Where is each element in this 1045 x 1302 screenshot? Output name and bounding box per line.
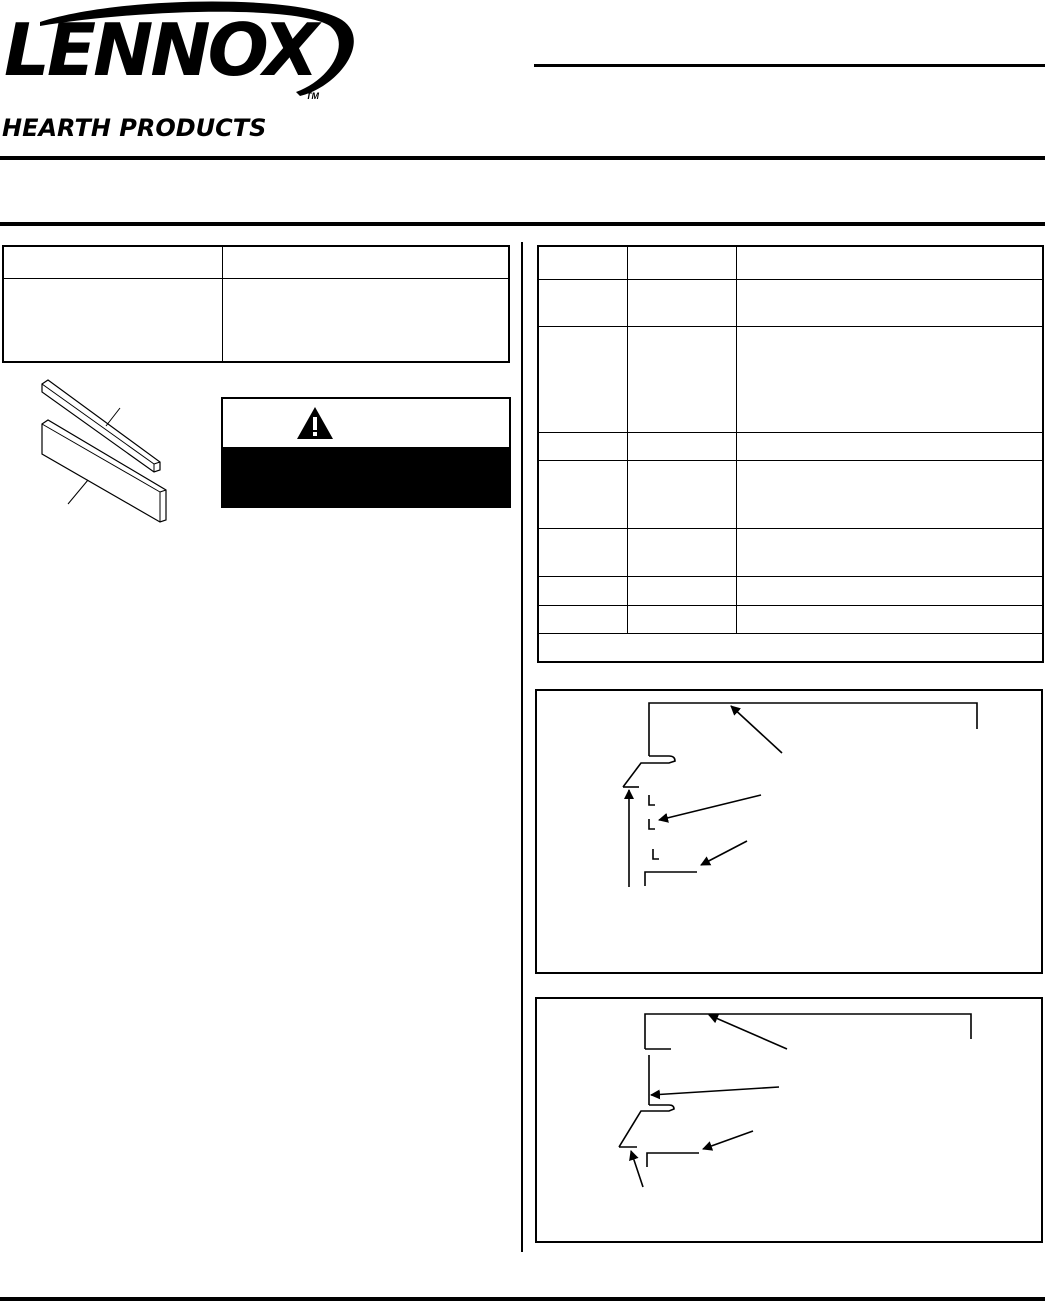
- warning-header: [223, 399, 509, 447]
- table-cell: [538, 432, 628, 460]
- table-cell: [628, 326, 737, 432]
- footer-rule: [0, 1297, 1045, 1301]
- table-row: [3, 278, 509, 362]
- table-cell: [538, 460, 628, 528]
- table-row: [538, 246, 1043, 279]
- table-cell: [628, 246, 737, 279]
- table-row: [538, 460, 1043, 528]
- table-cell: [737, 605, 1044, 633]
- figure-1-box: [535, 689, 1043, 974]
- warning-body: [223, 447, 509, 506]
- table-cell: [737, 460, 1044, 528]
- header-rule-bottom: [0, 222, 1045, 226]
- header-rule-top: [0, 156, 1045, 160]
- brand-subtitle: HEARTH PRODUCTS: [2, 114, 267, 142]
- table-cell: [737, 326, 1044, 432]
- table-cell: [538, 576, 628, 605]
- table-cell: [3, 278, 223, 362]
- table-row: [538, 432, 1043, 460]
- table-row: [538, 528, 1043, 576]
- table-row: [538, 605, 1043, 633]
- figure-2-box: [535, 997, 1043, 1243]
- table-cell: [538, 246, 628, 279]
- table-cell: [538, 528, 628, 576]
- trim-pieces-illustration: [36, 378, 176, 528]
- table-row: [538, 279, 1043, 326]
- table-cell: [737, 279, 1044, 326]
- title-rule: [534, 64, 1045, 67]
- table-row: [538, 633, 1043, 662]
- table-cell: [737, 576, 1044, 605]
- table-cell: [737, 246, 1044, 279]
- figure-2-diagram: [537, 999, 1041, 1241]
- table-cell: [628, 279, 737, 326]
- table-cell: [538, 633, 1043, 662]
- table-cell: [538, 279, 628, 326]
- table-cell: [628, 605, 737, 633]
- table-cell: [223, 246, 510, 278]
- brand-name: LENNOX: [4, 8, 316, 92]
- column-divider: [521, 242, 523, 1252]
- table-cell: [538, 605, 628, 633]
- warning-triangle-icon: [295, 405, 335, 441]
- warning-box: [221, 397, 511, 508]
- figure-1-diagram: [537, 691, 1041, 972]
- table-row: [3, 246, 509, 278]
- table-cell: [223, 278, 510, 362]
- table-cell: [538, 326, 628, 432]
- parts-table: [2, 245, 510, 363]
- table-row: [538, 326, 1043, 432]
- table-cell: [628, 528, 737, 576]
- table-cell: [737, 528, 1044, 576]
- table-cell: [737, 432, 1044, 460]
- trademark-mark: TM: [306, 91, 319, 101]
- table-cell: [628, 576, 737, 605]
- table-row: [538, 576, 1043, 605]
- table-cell: [628, 460, 737, 528]
- table-cell: [3, 246, 223, 278]
- table-cell: [628, 432, 737, 460]
- brand-logo: [0, 0, 360, 150]
- spec-table: [537, 245, 1044, 663]
